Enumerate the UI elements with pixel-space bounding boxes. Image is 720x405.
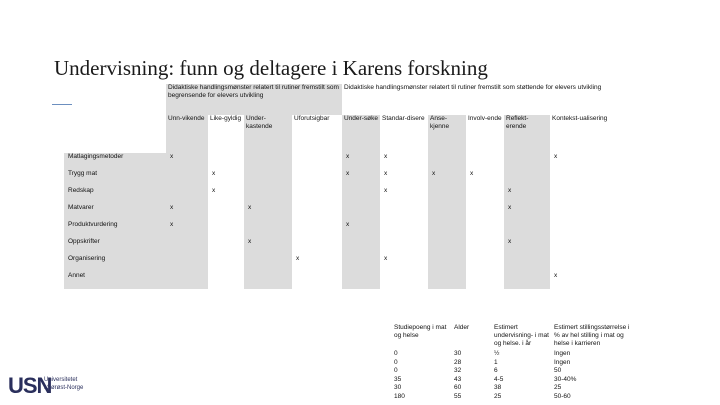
- matrix-cell: x: [554, 272, 558, 279]
- matrix-cell: [292, 170, 342, 187]
- matrix-cell: [428, 272, 466, 289]
- stats-cell: 50: [554, 367, 562, 374]
- matrix-row: [64, 170, 616, 187]
- matrix-cell: [504, 255, 550, 272]
- matrix-cell: [244, 272, 292, 289]
- stats-cell: 0: [394, 358, 398, 366]
- stats-cell: 25: [494, 392, 502, 400]
- matrix-cell: [466, 221, 504, 238]
- matrix-cell: x: [504, 187, 550, 204]
- matrix-cell: [504, 153, 550, 170]
- matrix-cell: [466, 272, 504, 289]
- matrix-cell: [208, 204, 244, 221]
- matrix-cell: [550, 170, 616, 187]
- column-header: Anse-kjenne: [428, 115, 466, 153]
- matrix-cell: [292, 187, 342, 204]
- matrix-cell: [428, 255, 466, 272]
- stats-cell: 38: [494, 384, 502, 391]
- matrix-cell: [466, 187, 504, 204]
- matrix-cell: x: [296, 255, 300, 262]
- matrix-cell: [292, 238, 342, 255]
- matrix-cell: x: [428, 170, 466, 187]
- column-header: Like-gyldig: [210, 115, 242, 122]
- matrix-cell: [342, 255, 380, 272]
- stats-header: Alder: [454, 324, 470, 331]
- matrix-cell: [292, 204, 342, 221]
- matrix-cell: x: [384, 255, 388, 262]
- matrix-cell: [504, 170, 550, 187]
- matrix-cell: x: [244, 204, 292, 221]
- matrix-cell: [342, 238, 380, 255]
- matrix-cell: [380, 221, 428, 238]
- matrix-cell: [466, 153, 504, 170]
- stats-cell: 28: [454, 358, 462, 366]
- matrix-cell: [428, 238, 466, 255]
- matrix-cell: x: [166, 221, 208, 238]
- stats-cell: 55: [454, 392, 462, 400]
- column-header: Kontekst-ualisering: [552, 115, 608, 122]
- matrix-row-label: Matlagingsmetoder: [64, 153, 166, 170]
- matrix-cell: x: [504, 238, 550, 255]
- matrix-row: [64, 187, 616, 204]
- matrix-cell: [292, 221, 342, 238]
- matrix-row-label: Annet: [64, 272, 166, 289]
- matrix-row: [64, 221, 616, 238]
- stats-cell: 30: [454, 350, 462, 357]
- matrix-row-label: Produktvurdering: [64, 221, 166, 238]
- matrix-cell: x: [244, 238, 292, 255]
- matrix-cell: [292, 153, 342, 170]
- column-header: Uforutsigbar: [294, 115, 330, 122]
- stats-row: [392, 367, 634, 376]
- matrix-row: [64, 153, 616, 170]
- matrix-cell: x: [554, 153, 558, 160]
- matrix-cell: x: [470, 170, 474, 177]
- matrix-cell: [208, 238, 244, 255]
- matrix-cell: [550, 221, 616, 238]
- matrix-row: [64, 238, 616, 255]
- column-header: Involv-ende: [468, 115, 502, 122]
- logo-mark: USN: [8, 373, 52, 398]
- matrix-cell: [380, 272, 428, 289]
- logo-text: [44, 377, 83, 392]
- group-header-limiting: Didaktiske handlingsmønster relatert til rutiner fremstilt som begrensende for elevers utvikling: [166, 84, 342, 115]
- matrix-cell: x: [384, 153, 388, 160]
- stats-cell: 0: [394, 367, 398, 374]
- matrix-cell: [166, 187, 208, 204]
- matrix-cell: [166, 255, 208, 272]
- matrix-cell: x: [212, 187, 216, 194]
- findings-matrix: [64, 84, 616, 289]
- stats-cell: 43: [454, 375, 462, 383]
- column-header: Reflekt-erende: [504, 115, 550, 153]
- page-title: Undervisning: funn og deltagere i Karens forskning: [54, 56, 488, 80]
- matrix-cell: [244, 221, 292, 238]
- stats-cell: 0: [394, 350, 398, 357]
- matrix-cell: [244, 187, 292, 204]
- matrix-row-label: Redskap: [64, 187, 166, 204]
- stats-row: [392, 384, 634, 393]
- matrix-cell: x: [342, 170, 380, 187]
- stats-cell: 32: [454, 367, 462, 374]
- matrix-cell: [466, 238, 504, 255]
- matrix-cell: [244, 170, 292, 187]
- column-header: Under-kastende: [244, 115, 292, 153]
- stats-cell: 60: [454, 384, 462, 391]
- stats-header: Studiepoeng i mat og helse: [394, 324, 447, 339]
- stats-cell: 35: [394, 375, 402, 383]
- matrix-cell: [428, 153, 466, 170]
- stats-cell: 50-60: [554, 392, 571, 400]
- stats-row: [392, 376, 634, 385]
- matrix-row-label: Matvarer: [64, 204, 166, 221]
- stats-cell: 180: [394, 392, 405, 400]
- stats-cell: ½: [494, 350, 500, 357]
- matrix-row-label: Oppskrifter: [64, 238, 166, 255]
- matrix-cell: [166, 170, 208, 187]
- stats-cell: Ingen: [554, 350, 571, 357]
- matrix-row-label: Organisering: [64, 255, 166, 272]
- column-header: Under-søke: [342, 115, 380, 153]
- logo-line-2: i Sørøst-Norge: [44, 384, 84, 391]
- matrix-cell: [466, 204, 504, 221]
- matrix-cell: [550, 204, 616, 221]
- matrix-cell: [342, 204, 380, 221]
- matrix-cell: [244, 255, 292, 272]
- matrix-cell: x: [384, 170, 388, 177]
- stats-row: [392, 350, 634, 359]
- matrix-cell: x: [342, 221, 380, 238]
- matrix-cell: [166, 238, 208, 255]
- matrix-cell: [550, 255, 616, 272]
- matrix-cell: x: [166, 204, 208, 221]
- matrix-row: [64, 272, 616, 289]
- matrix-cell: x: [504, 204, 550, 221]
- stats-row: [392, 393, 634, 402]
- stats-cell: 25: [554, 384, 562, 391]
- matrix-cell: [208, 255, 244, 272]
- matrix-cell: [466, 255, 504, 272]
- matrix-cell: [428, 187, 466, 204]
- matrix-cell: x: [166, 153, 208, 170]
- matrix-cell: x: [342, 153, 380, 170]
- stats-cell: 4-5: [494, 375, 504, 383]
- matrix-cell: [380, 238, 428, 255]
- stats-cell: 30: [394, 384, 402, 391]
- matrix-cell: [428, 221, 466, 238]
- matrix-cell: [428, 204, 466, 221]
- stats-cell: 30-40%: [554, 375, 577, 383]
- column-header: Unn-vikende: [166, 115, 208, 153]
- participant-stats-table: [392, 322, 634, 401]
- matrix-cell: [208, 221, 244, 238]
- matrix-cell: [208, 153, 244, 170]
- matrix-cell: [504, 272, 550, 289]
- matrix-cell: [504, 221, 550, 238]
- matrix-corner-2: [64, 115, 166, 153]
- matrix-cell: [342, 272, 380, 289]
- matrix-row: [64, 204, 616, 221]
- matrix-corner: [64, 84, 166, 115]
- matrix-cell: [292, 272, 342, 289]
- matrix-row: [64, 255, 616, 272]
- matrix-cell: [550, 187, 616, 204]
- column-header: Standar-disere: [382, 115, 425, 122]
- matrix-cell: [208, 272, 244, 289]
- matrix-cell: [244, 153, 292, 170]
- group-header-supporting: Didaktiske handlingsmønster relatert til rutiner fremstilt som støttende for elevers utvikling: [344, 84, 602, 91]
- stats-row: [392, 359, 634, 368]
- stats-cell: 6: [494, 367, 498, 374]
- matrix-cell: [550, 238, 616, 255]
- stats-header: Estimert undervisning- i mat og helse. i år: [494, 324, 549, 347]
- matrix-cell: [166, 272, 208, 289]
- stats-header: Estimert stillingsstørrelse i % av hel stilling i mat og helse i karrieren: [554, 324, 630, 347]
- matrix-row-label: Trygg mat: [64, 170, 166, 187]
- matrix-cell: [342, 187, 380, 204]
- stats-cell: Ingen: [554, 358, 571, 366]
- logo-line-1: Universitetet: [44, 377, 78, 383]
- matrix-cell: x: [384, 187, 388, 194]
- matrix-cell: [380, 204, 428, 221]
- stats-cell: 1: [494, 358, 498, 366]
- matrix-cell: x: [212, 170, 216, 177]
